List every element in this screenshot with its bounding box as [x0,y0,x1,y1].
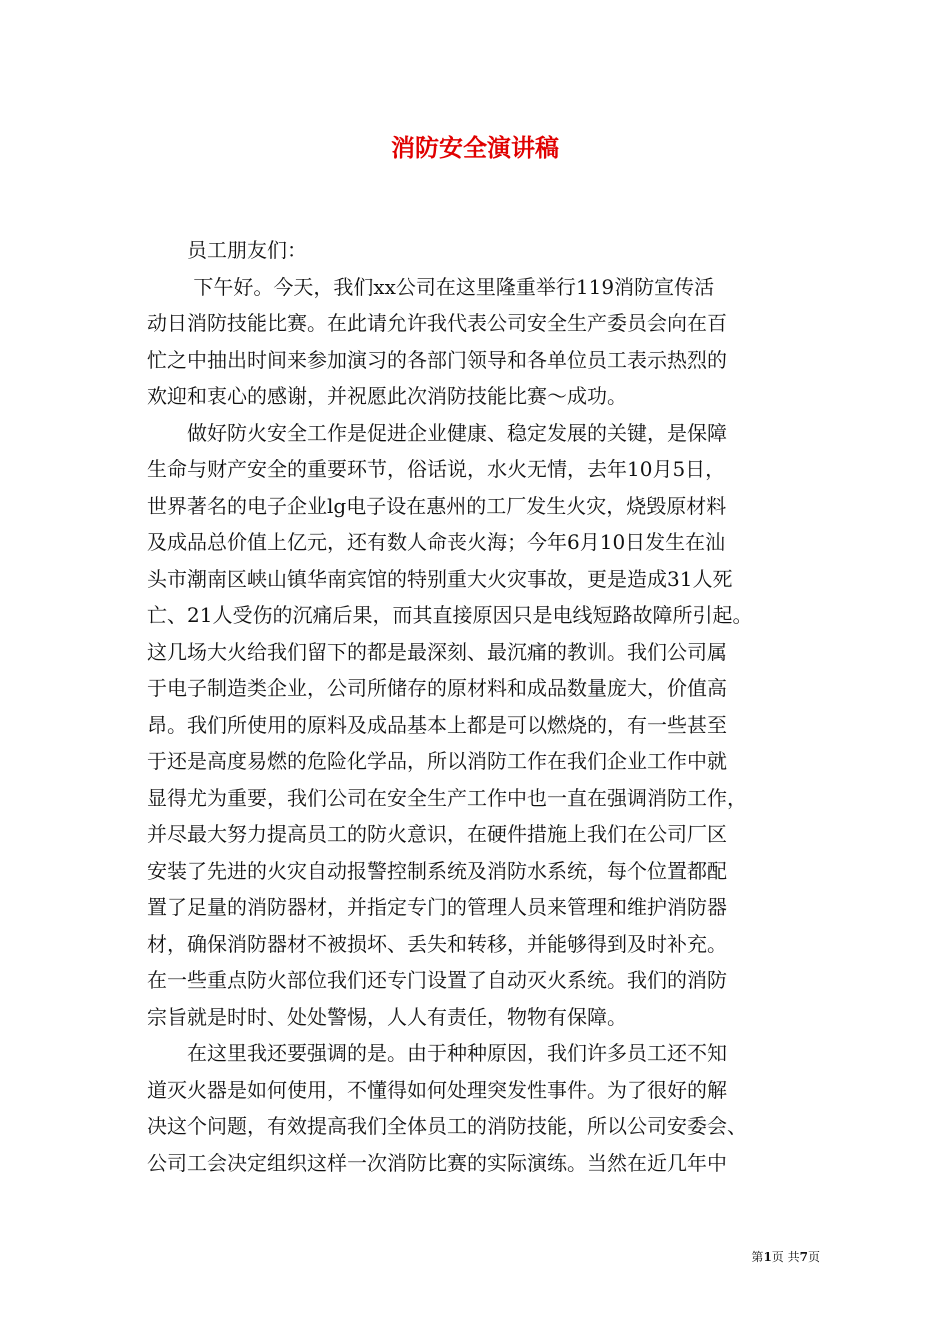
current-page-number: 1 [763,1250,772,1264]
text-line: 公司工会决定组织这样一次消防比赛的实际演练。当然在近几年中 [147,1150,727,1175]
text-line: 决这个问题，有效提高我们全体员工的消防技能，所以公司安委会、 [147,1114,747,1138]
footer-middle: 页 共 [771,1250,800,1264]
text-line: 显得尤为重要，我们公司在安全生产工作中也一直在强调消防工作， [147,785,747,810]
text-line: 于电子制造类企业，公司所储存的原材料和成品数量庞大，价值高 [147,676,727,700]
text-line: 做好防火安全工作是促进企业健康、稳定发展的关键，是保障 [147,420,727,445]
text-line: 于还是高度易燃的危险化学品，所以消防工作在我们企业工作中就 [147,749,727,773]
document-title: 消防安全演讲稿 [391,133,559,162]
total-pages-number: 7 [799,1250,808,1264]
text-line: 员工朋友们： [147,238,307,262]
text-line: 材，确保消防器材不被损坏、丢失和转移，并能够得到及时补充。 [147,931,727,956]
document-body [147,232,815,1181]
text-line: 安装了先进的火灾自动报警控制系统及消防水系统，每个位置都配 [147,858,727,883]
text-line: 生命与财产安全的重要环节，俗话说，水火无情，去年10月5日， [147,457,726,481]
footer-suffix: 页 [807,1250,820,1264]
text-line: 动日消防技能比赛。在此请允许我代表公司安全生产委员会向在百 [147,311,727,335]
footer-prefix: 第 [751,1250,764,1264]
text-line: 欢迎和衷心的感谢，并祝愿此次消防技能比赛～成功。 [147,384,627,408]
text-line: 并尽最大努力提高员工的防火意识，在硬件措施上我们在公司厂区 [147,822,727,846]
text-line: 在这里我还要强调的是。由于种种原因，我们许多员工还不知 [147,1041,727,1065]
text-line: 宗旨就是时时、处处警惕，人人有责任，物物有保障。 [147,1004,627,1029]
text-line: 忙之中抽出时间来参加演习的各部门领导和各单位员工表示热烈的 [147,347,727,372]
text-line: 道灭火器是如何使用，不懂得如何处理突发性事件。为了很好的解 [147,1077,727,1102]
text-line: 昂。我们所使用的原料及成品基本上都是可以燃烧的，有一些甚至 [147,712,727,737]
text-line: 世界著名的电子企业lg电子设在惠州的工厂发生火灾，烧毁原材料 [147,493,727,518]
text-line: 这几场大火给我们留下的都是最深刻、最沉痛的教训。我们公司属 [147,639,727,664]
text-line: 亡、21人受伤的沉痛后果，而其直接原因只是电线短路故障所引起。 [147,603,753,627]
text-line: 头市潮南区峡山镇华南宾馆的特别重大火灾事故，更是造成31人死 [147,566,733,591]
text-line: 在一些重点防火部位我们还专门设置了自动灭火系统。我们的消防 [147,968,727,992]
text-line: 置了足量的消防器材，并指定专门的管理人员来管理和维护消防器 [147,895,727,919]
page-footer [751,1249,820,1265]
text-line: 下午好。今天，我们xx公司在这里隆重举行119消防宣传活 [147,274,715,299]
text-line: 及成品总价值上亿元，还有数人命丧火海；今年6月10日发生在汕 [147,530,726,554]
